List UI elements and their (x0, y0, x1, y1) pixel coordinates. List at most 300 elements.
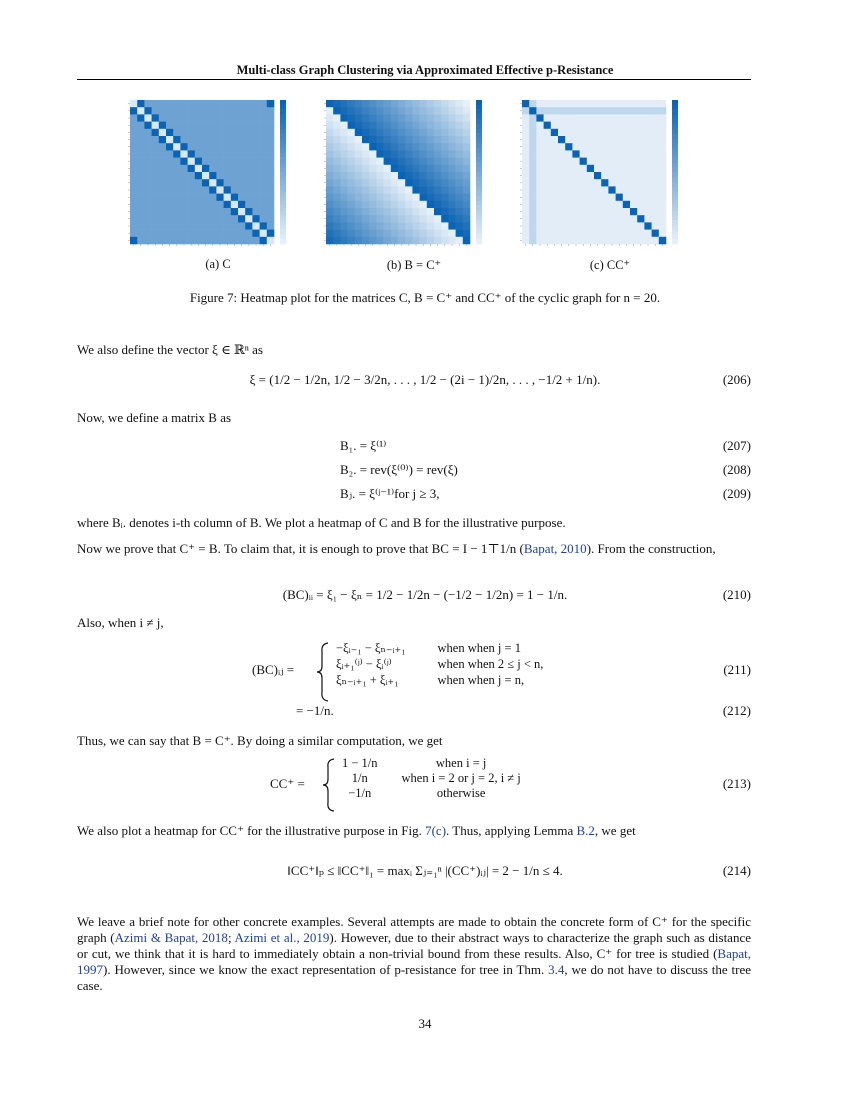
heatmap-cell (587, 107, 595, 115)
heatmap-cell (644, 215, 652, 223)
heatmap-cell (652, 122, 660, 130)
heatmap-cell (173, 172, 181, 180)
heatmap-cell (572, 194, 580, 202)
para7-text-2: . Thus, applying Lemma (446, 823, 577, 838)
heatmap-cell (659, 208, 667, 216)
heatmap-cell (448, 143, 456, 151)
heatmap-cell (529, 100, 537, 108)
heatmap-cell (260, 136, 268, 144)
heatmap-cell (231, 158, 239, 166)
heatmap-cell (601, 215, 609, 223)
colorbar-segment (476, 201, 482, 206)
heatmap-cell (551, 136, 559, 144)
heatmap-cell (348, 150, 356, 158)
heatmap-cell (209, 194, 217, 202)
lemma-ref-b2[interactable]: B.2 (576, 823, 595, 838)
para8-text-3: ). However, since we know the exact representation of p-resistance for tree in Thm. (103, 962, 549, 977)
heatmap-cell (340, 186, 348, 194)
heatmap-cell (463, 122, 471, 130)
heatmap-cell (384, 150, 392, 158)
heatmap-cell (340, 158, 348, 166)
heatmap-cell (267, 114, 275, 122)
heatmap-cell (398, 150, 406, 158)
heatmap-cell (412, 179, 420, 187)
heatmap-cell (420, 107, 428, 115)
colorbar-segment (476, 177, 482, 182)
cite-bapat-2010[interactable]: Bapat, 2010 (523, 541, 587, 556)
colorbar-segment (672, 206, 678, 211)
heatmap-cell (652, 100, 660, 108)
heatmap-cell (369, 230, 377, 238)
heatmap-cell (594, 107, 602, 115)
heatmap-cell (522, 237, 530, 245)
heatmap-cell (216, 222, 224, 230)
heatmap-cell (572, 122, 580, 130)
heatmap-cell (326, 122, 334, 130)
heatmap-cell (420, 215, 428, 223)
heatmap-cell (405, 179, 413, 187)
heatmap-cell (616, 136, 624, 144)
heatmap-cell (580, 230, 588, 238)
heatmap-cell (565, 186, 573, 194)
heatmap-cell (587, 172, 595, 180)
heatmap-cell (558, 136, 566, 144)
heatmap-cell (173, 230, 181, 238)
left-brace-icon (316, 642, 330, 702)
heatmap-cell (522, 230, 530, 238)
heatmap-cell (376, 107, 384, 115)
heatmap-cell (159, 215, 167, 223)
heatmap-cell (630, 158, 638, 166)
heatmap-cell (216, 215, 224, 223)
heatmap-cell (202, 165, 210, 173)
heatmap-cell (544, 172, 552, 180)
heatmap-cell (398, 136, 406, 144)
heatmap-cell (572, 186, 580, 194)
heatmap-cell (245, 114, 253, 122)
heatmap-cell (412, 222, 420, 230)
heatmap-cell (616, 186, 624, 194)
heatmap-c (126, 98, 310, 250)
heatmap-cell (463, 100, 471, 108)
heatmap-cell (144, 129, 152, 137)
heatmap-cell (180, 172, 188, 180)
colorbar-segment (280, 177, 286, 182)
heatmap-cell (180, 107, 188, 115)
heatmap-cell (130, 186, 138, 194)
heatmap-cell (137, 114, 145, 122)
heatmap-cell (159, 186, 167, 194)
heatmap-cell (427, 194, 435, 202)
heatmap-cell (238, 158, 246, 166)
heatmap-cell (463, 129, 471, 137)
heatmap-cell (252, 208, 260, 216)
heatmap-cell (326, 201, 334, 209)
heatmap-cell (340, 172, 348, 180)
heatmap-cell (369, 172, 377, 180)
heatmap-cell (441, 100, 449, 108)
heatmap-cell (659, 129, 667, 137)
heatmap-cell (594, 179, 602, 187)
heatmap-cell (427, 172, 435, 180)
heatmap-cell (348, 100, 356, 108)
heatmap-cell (405, 172, 413, 180)
heatmap-cell (448, 122, 456, 130)
heatmap-cell (644, 107, 652, 115)
heatmap-cell (427, 230, 435, 238)
heatmap-cell (652, 150, 660, 158)
heatmap-cell (180, 201, 188, 209)
heatmap-cell (456, 107, 464, 115)
heatmap-cell (326, 208, 334, 216)
heatmap-cell (216, 107, 224, 115)
heatmap-cell (420, 150, 428, 158)
cite-azimi-2019[interactable]: Azimi et al., 2019 (234, 930, 330, 945)
cite-azimi-bapat-2018[interactable]: Azimi & Bapat, 2018 (114, 930, 228, 945)
heatmap-cell (594, 136, 602, 144)
heatmap-cell (173, 114, 181, 122)
heatmap-cell (456, 186, 464, 194)
heatmap-cell (587, 129, 595, 137)
heatmap-cell (522, 129, 530, 137)
heatmap-cell (355, 179, 363, 187)
heatmap-cell (173, 201, 181, 209)
heatmap-cell (405, 129, 413, 137)
heatmap-cell (434, 222, 442, 230)
heatmap-cell (659, 237, 667, 245)
heatmap-cell (355, 172, 363, 180)
heatmap-cell (608, 100, 616, 108)
heatmap-cell (405, 230, 413, 238)
heatmap-cell (652, 129, 660, 137)
colorbar-segment (476, 105, 482, 110)
heatmap-cell (448, 179, 456, 187)
heatmap-cell (448, 136, 456, 144)
heatmap-cell (616, 172, 624, 180)
heatmap-cell (637, 237, 645, 245)
heatmap-cell (623, 172, 631, 180)
heatmap-cell (195, 122, 203, 130)
heatmap-cell (580, 179, 588, 187)
heatmap-cell (427, 107, 435, 115)
heatmap-cell (137, 165, 145, 173)
heatmap-cell (231, 172, 239, 180)
heatmap-cell (195, 179, 203, 187)
figure-ref-7c[interactable]: 7(c) (425, 823, 447, 838)
heatmap-cell (456, 215, 464, 223)
heatmap-cell (405, 143, 413, 151)
heatmap-cell (572, 179, 580, 187)
heatmap-cell (137, 201, 145, 209)
heatmap-cell (252, 100, 260, 108)
heatmap-cell (616, 237, 624, 245)
heatmap-cell (231, 122, 239, 130)
colorbar-segment (280, 167, 286, 172)
heatmap-cell (652, 179, 660, 187)
heatmap-cell (623, 143, 631, 151)
heatmap-cell (630, 100, 638, 108)
heatmap-cell (166, 122, 174, 130)
heatmap-cell (267, 122, 275, 130)
heatmap-cell (152, 158, 160, 166)
heatmap-cell (348, 143, 356, 151)
heatmap-cell (608, 172, 616, 180)
heatmap-cell (245, 129, 253, 137)
heatmap-cell (405, 107, 413, 115)
heatmap-cell (544, 208, 552, 216)
heatmap-cell (355, 158, 363, 166)
heatmap-cell (572, 150, 580, 158)
heatmap-cell (427, 201, 435, 209)
colorbar-segment (280, 129, 286, 134)
para7-text-3: , we get (594, 823, 636, 838)
heatmap-cell (173, 237, 181, 245)
heatmap-cell (551, 194, 559, 202)
heatmap-cell (580, 122, 588, 130)
colorbar-segment (672, 210, 678, 215)
heatmap-cell (448, 194, 456, 202)
eqnum-206: (206) (722, 372, 751, 387)
heatmap-cell (166, 201, 174, 209)
heatmap-cell (209, 100, 217, 108)
heatmap-cell (652, 136, 660, 144)
heatmap-cell (608, 150, 616, 158)
heatmap-cell (180, 165, 188, 173)
para8-sep: ; (227, 930, 235, 945)
heatmap-cell (580, 100, 588, 108)
heatmap-cell (231, 179, 239, 187)
heatmap-cell (616, 230, 624, 238)
heatmap-cell (245, 158, 253, 166)
heatmap-cell (152, 107, 160, 115)
heatmap-cell (412, 215, 420, 223)
heatmap-cell (594, 129, 602, 137)
heatmap-cell (587, 143, 595, 151)
heatmap-cell (587, 186, 595, 194)
heatmap-cell (252, 150, 260, 158)
heatmap-cell (188, 186, 196, 194)
heatmap-cell (420, 165, 428, 173)
heatmap-cell (434, 114, 442, 122)
colorbar-segment (280, 105, 286, 110)
heatmap-cell (130, 143, 138, 151)
heatmap-cell (267, 150, 275, 158)
heatmap-cell (587, 237, 595, 245)
heatmap-cell (536, 158, 544, 166)
heatmap-cell (522, 150, 530, 158)
heatmap-cell (630, 194, 638, 202)
heatmap-cell (412, 172, 420, 180)
heatmap-cell (166, 100, 174, 108)
heatmap-cell (420, 201, 428, 209)
heatmap-cell (326, 186, 334, 194)
heatmap-cell (529, 201, 537, 209)
heatmap-cell (362, 165, 370, 173)
case-cond: when when j = n, (437, 672, 525, 687)
heatmap-cell (144, 194, 152, 202)
heatmap-cell (434, 186, 442, 194)
heatmap-cell (441, 122, 449, 130)
heatmap-cell (202, 122, 210, 130)
heatmap-cell (362, 136, 370, 144)
heatmap-cell (659, 100, 667, 108)
heatmap-cell (159, 136, 167, 144)
heatmap-cell (348, 186, 356, 194)
heatmap-cell (159, 150, 167, 158)
theorem-ref-3-4[interactable]: 3.4 (548, 962, 565, 977)
heatmap-cell (623, 165, 631, 173)
heatmap-cell (231, 215, 239, 223)
heatmap-cell (427, 136, 435, 144)
heatmap-cell (260, 150, 268, 158)
heatmap-cell (637, 194, 645, 202)
heatmap-cell (188, 150, 196, 158)
heatmap-cell (209, 136, 217, 144)
heatmap-cell (130, 215, 138, 223)
heatmap-cell (209, 165, 217, 173)
heatmap-cell (130, 237, 138, 245)
heatmap-cell (623, 136, 631, 144)
heatmap-cell (565, 114, 573, 122)
heatmap-cell (159, 143, 167, 151)
heatmap-cell (384, 172, 392, 180)
heatmap-cell (130, 172, 138, 180)
heatmap-cell (659, 107, 667, 115)
heatmap-cell (580, 194, 588, 202)
heatmap-cell (333, 208, 341, 216)
equation-213-lhs: CC⁺ = (270, 776, 305, 791)
heatmap-cell (616, 143, 624, 151)
heatmap-cell (630, 136, 638, 144)
heatmap-cell (580, 172, 588, 180)
heatmap-cell (594, 143, 602, 151)
heatmap-cell (659, 150, 667, 158)
heatmap-cell (144, 165, 152, 173)
heatmap-cell (558, 165, 566, 173)
heatmap-cell (448, 100, 456, 108)
heatmap-cell (441, 172, 449, 180)
heatmap-cell (267, 237, 275, 245)
page-number: 34 (418, 1016, 432, 1031)
colorbar-segment (672, 215, 678, 220)
heatmap-cell (412, 114, 420, 122)
heatmap-cell (630, 122, 638, 130)
heatmap-cell (398, 179, 406, 187)
heatmap-cell (616, 179, 624, 187)
heatmap-cell (405, 237, 413, 245)
heatmap-cell (608, 158, 616, 166)
heatmap-cell (412, 237, 420, 245)
colorbar-segment (476, 215, 482, 220)
heatmap-cell (166, 237, 174, 245)
heatmap-cell (369, 122, 377, 130)
heatmap-cell (522, 201, 530, 209)
equation-209: Bⱼ. = ξ⁽ʲ⁻¹⁾for j ≥ 3, (340, 486, 440, 501)
heatmap-cell (159, 208, 167, 216)
heatmap-cell (405, 208, 413, 216)
heatmap-cell (252, 186, 260, 194)
heatmap-cell (652, 107, 660, 115)
heatmap-cell (369, 107, 377, 115)
heatmap-cell (166, 186, 174, 194)
heatmap-cell (376, 129, 384, 137)
heatmap-cell (180, 222, 188, 230)
heatmap-cell (608, 201, 616, 209)
heatmap-cell (348, 237, 356, 245)
heatmap-cell (362, 222, 370, 230)
heatmap-cell (391, 122, 399, 130)
colorbar-segment (672, 172, 678, 177)
heatmap-cell (252, 215, 260, 223)
heatmap-cell (587, 194, 595, 202)
cite-bapat-1997[interactable]: Bapat, 1997 (77, 946, 751, 977)
heatmap-cell (623, 186, 631, 194)
heatmap-cell (405, 186, 413, 194)
heatmap-cell (267, 215, 275, 223)
heatmap-cell (369, 215, 377, 223)
heatmap-cell (441, 107, 449, 115)
heatmap-cell (441, 143, 449, 151)
colorbar-segment (476, 220, 482, 225)
paragraph-b-equals-cplus: Thus, we can say that B = C⁺. By doing a similar computation, we get (77, 733, 443, 748)
heatmap-cell (637, 230, 645, 238)
heatmap-cell (427, 222, 435, 230)
heatmap-cell (594, 122, 602, 130)
heatmap-cell (195, 158, 203, 166)
heatmap-cell (369, 208, 377, 216)
heatmap-cell (137, 186, 145, 194)
para8-text: We leave a brief note for other concrete examples. Several attempts are made to obtain the concrete form of C⁺ for the specific graph ( (77, 914, 751, 945)
heatmap-cell (630, 201, 638, 209)
heatmap-cell (384, 143, 392, 151)
heatmap-cell (536, 100, 544, 108)
heatmap-cell (572, 230, 580, 238)
heatmap-cell (362, 186, 370, 194)
heatmap-cell (420, 172, 428, 180)
heatmap-cell (412, 230, 420, 238)
heatmap-cell (355, 237, 363, 245)
subcaption-b: (b) B = C⁺ (386, 258, 442, 272)
heatmap-cell (180, 158, 188, 166)
heatmap-cell (405, 122, 413, 130)
heatmap-cell (659, 215, 667, 223)
heatmap-cell (166, 179, 174, 187)
heatmap-cell (376, 114, 384, 122)
heatmap-cell (137, 143, 145, 151)
heatmap-cell (260, 230, 268, 238)
heatmap-cell (130, 179, 138, 187)
heatmap-cell (594, 237, 602, 245)
heatmap-cell (398, 194, 406, 202)
colorbar-segment (280, 110, 286, 115)
heatmap-cell (376, 136, 384, 144)
heatmap-cell (369, 136, 377, 144)
heatmap-cell (601, 136, 609, 144)
heatmap-cell (144, 230, 152, 238)
heatmap-cell (238, 136, 246, 144)
heatmap-cell (463, 107, 471, 115)
heatmap-cell (456, 158, 464, 166)
heatmap-cell (616, 129, 624, 137)
heatmap-cell (180, 122, 188, 130)
heatmap-cell (391, 172, 399, 180)
heatmap-cell (260, 172, 268, 180)
heatmap-cell (565, 222, 573, 230)
heatmap-cell (601, 143, 609, 151)
heatmap-cell (369, 186, 377, 194)
equation-212: = −1/n. (296, 703, 334, 718)
heatmap-cell (180, 237, 188, 245)
